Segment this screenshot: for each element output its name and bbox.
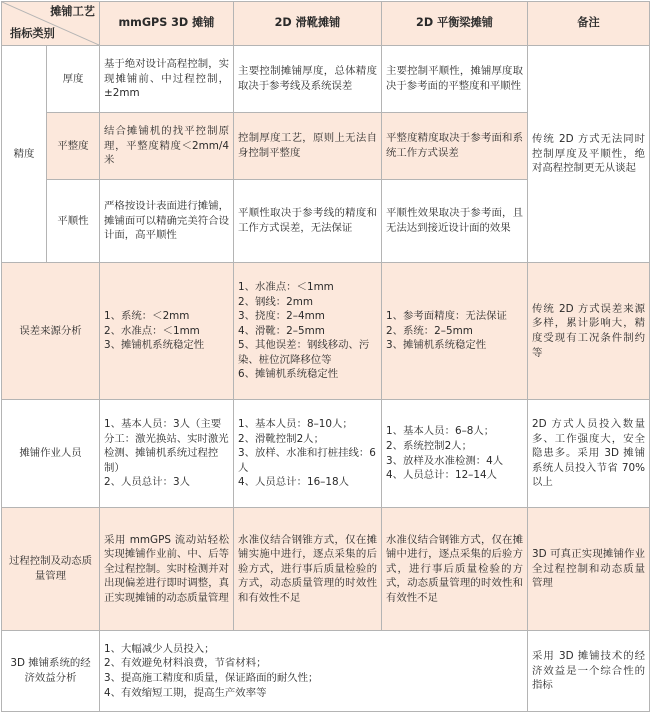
subcategory-cell-thickness: 厚度 <box>47 46 100 113</box>
corner-label-category: 指标类别 <box>10 27 55 41</box>
cell-quality-ski: 水准仪结合钢锥方式，仅在摊铺实施中进行，逐点采集的后验方式，进行事后质量检验的方式，动态质量管理的时效性和有效性不足 <box>234 508 382 631</box>
cell-error-note: 传统 2D 方式误差来源多样，累计影响大，精度受现有工况条件制约等 <box>528 263 650 400</box>
cell-accuracy-note: 传统 2D 方式无法同时控制厚度及平顺性，绝对高程控制更无从谈起 <box>528 46 650 263</box>
cell-quality-mmgps: 采用 mmGPS 流动站轻松实现摊铺作业前、中、后等全过程控制。实时检测并对出现偏差进行即时调整，真正实现摊铺的动态质量管理 <box>100 508 234 631</box>
header-row <box>2 2 650 46</box>
table-row-quality <box>2 508 650 631</box>
corner-header-cell <box>2 2 100 46</box>
cell-error-beam: 1、参考面精度：无法保证 2、系统：2–5mm 3、摊铺机系统稳定性 <box>382 263 528 400</box>
table-row-error-analysis <box>2 263 650 400</box>
cell-flatness-mmgps: 结合摊铺机的找平控制原理，平整度精度＜2mm/4米 <box>100 113 234 180</box>
cell-smoothness-mmgps: 严格按设计表面进行摊铺，摊铺面可以精确完美符合设计面，高平顺性 <box>100 180 234 263</box>
category-cell-economics: 3D 摊铺系统的经济效益分析 <box>2 631 100 712</box>
column-header-2d-ski: 2D 滑靴摊铺 <box>234 2 382 46</box>
category-cell-quality: 过程控制及动态质量管理 <box>2 508 100 631</box>
cell-smoothness-beam: 平顺性效果取决于参考面，且无法达到接近设计面的效果 <box>382 180 528 263</box>
cell-error-ski: 1、水准点：＜1mm 2、钢线：2mm 3、挠度：2–4mm 4、滑靴：2–5mm 5、其他误差：钢线移动、污染、桩位沉降移位等 6、摊铺机系统稳定性 <box>234 263 382 400</box>
cell-thickness-ski: 主要控制摊铺厚度，总体精度取决于参考线及系统误差 <box>234 46 382 113</box>
cell-thickness-beam: 主要控制平顺性，摊铺厚度取决于参考面的平整度和平顺性 <box>382 46 528 113</box>
cell-flatness-beam: 平整度精度取决于参考面和系统工作方式误差 <box>382 113 528 180</box>
cell-personnel-beam: 1、基本人员：6–8人； 2、系统控制2人； 3、放样及水准检测：4人 4、人员总计：12–14人 <box>382 400 528 508</box>
table-row-personnel <box>2 400 650 508</box>
cell-error-mmgps: 1、系统：＜2mm 2、水准点：＜1mm 3、摊铺机系统稳定性 <box>100 263 234 400</box>
subcategory-cell-smoothness: 平顺性 <box>47 180 100 263</box>
corner-label-process: 摊铺工艺 <box>50 5 95 18</box>
cell-personnel-note: 2D 方式人员投入数量多、工作强度大，安全隐患多。采用 3D 摊铺系统人员投入节省 70% 以上 <box>528 400 650 508</box>
column-header-2d-beam: 2D 平衡梁摊铺 <box>382 2 528 46</box>
category-cell-accuracy: 精度 <box>2 46 47 263</box>
table-row-economics <box>2 631 650 712</box>
cell-personnel-mmgps: 1、基本人员：3人（主要分工：激光换站、实时激光检测、摊铺机系统过程控制） 2、人员总计：3人 <box>100 400 234 508</box>
cell-quality-beam: 水准仪结合钢锥方式，仅在摊铺中进行，逐点采集的后验方式，进行事后质量检验的方式，动态质量管理的时效性和有效性不足 <box>382 508 528 631</box>
category-cell-personnel: 摊铺作业人员 <box>2 400 100 508</box>
cell-personnel-ski: 1、基本人员：8–10人； 2、滑靴控制2人； 3、放样、水准和打桩挂线：6人 4、人员总计：16–18人 <box>234 400 382 508</box>
subcategory-cell-flatness: 平整度 <box>47 113 100 180</box>
cell-economics-benefits: 1、大幅减少人员投入； 2、有效避免材料浪费，节省材料； 3、提高施工精度和质量，保证路面的耐久性； 4、有效缩短工期，提高生产效率等 <box>100 631 528 712</box>
cell-quality-note: 3D 可真正实现摊铺作业全过程控制和动态质量管理 <box>528 508 650 631</box>
category-cell-error-analysis: 误差来源分析 <box>2 263 100 400</box>
cell-flatness-ski: 控制厚度工艺，原则上无法自身控制平整度 <box>234 113 382 180</box>
cell-thickness-mmgps: 基于绝对设计高程控制，实现摊铺前、中过程控制，±2mm <box>100 46 234 113</box>
cell-smoothness-ski: 平顺性取决于参考线的精度和工作方式误差，无法保证 <box>234 180 382 263</box>
column-header-mmgps: mmGPS 3D 摊铺 <box>100 2 234 46</box>
table-row-thickness <box>2 46 650 113</box>
cell-economics-note: 采用 3D 摊铺技术的经济效益是一个综合性的指标 <box>528 631 650 712</box>
paving-comparison-table <box>1 1 650 712</box>
column-header-note: 备注 <box>528 2 650 46</box>
